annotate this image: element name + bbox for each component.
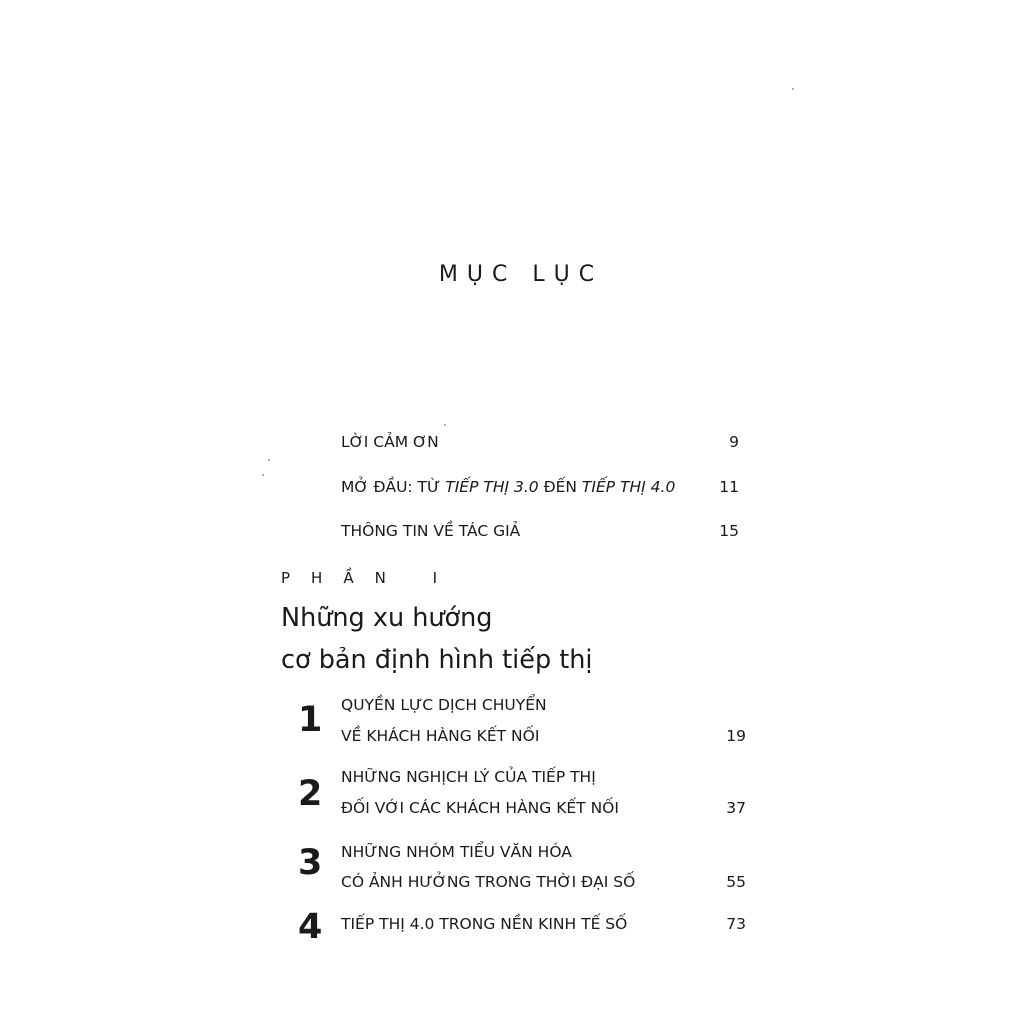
scan-speck xyxy=(444,424,446,426)
table-of-contents-heading: MỤC LỤC xyxy=(438,262,604,287)
chapter-page: 55 xyxy=(726,873,746,891)
chapter-number: 4 xyxy=(298,907,323,947)
chapter-title-line-1: NHỮNG NGHỊCH LÝ CỦA TIẾP THỊ xyxy=(341,768,596,786)
toc-entry-label: LỜI CẢM ƠN xyxy=(341,433,439,451)
label-part-italic: TIẾP THỊ 4.0 xyxy=(581,478,676,496)
scan-speck xyxy=(268,459,270,461)
chapter-title-line-2: ĐỐI VỚI CÁC KHÁCH HÀNG KẾT NỐI xyxy=(341,799,619,817)
chapter-number: 2 xyxy=(298,774,323,814)
toc-entry-page: 9 xyxy=(729,433,739,451)
chapter-page: 19 xyxy=(726,727,746,745)
scan-speck xyxy=(262,474,264,476)
toc-entry-acknowledgements xyxy=(341,430,739,454)
toc-entry-page: 11 xyxy=(719,478,739,496)
chapter-title-line-1: QUYỀN LỰC DỊCH CHUYỂN xyxy=(341,696,547,714)
toc-entry-introduction xyxy=(341,475,739,499)
chapter-title-line-1: TIẾP THỊ 4.0 TRONG NỀN KINH TẾ SỐ xyxy=(341,915,628,933)
chapter-page: 37 xyxy=(726,799,746,817)
scan-speck xyxy=(792,88,794,90)
part-title-line-1: Những xu hướng xyxy=(281,603,493,633)
chapter-number: 3 xyxy=(298,843,323,883)
chapter-title-line-2: VỀ KHÁCH HÀNG KẾT NỐI xyxy=(341,727,540,745)
toc-entry-label xyxy=(341,475,675,499)
chapter-number: 1 xyxy=(298,700,323,740)
chapter-title-line-1: NHỮNG NHÓM TIỂU VĂN HÓA xyxy=(341,843,572,861)
chapter-title-line-2: CÓ ẢNH HƯỞNG TRONG THỜI ĐẠI SỐ xyxy=(341,873,636,891)
toc-entry-about-authors xyxy=(341,519,739,543)
part-label: PHẦN I xyxy=(281,569,458,587)
chapter-page: 73 xyxy=(726,915,746,933)
toc-entry-page: 15 xyxy=(719,522,739,540)
label-part: MỞ ĐẦU: TỪ xyxy=(341,478,446,496)
toc-entry-label: THÔNG TIN VỀ TÁC GIẢ xyxy=(341,522,521,540)
part-title-line-2: cơ bản định hình tiếp thị xyxy=(281,645,593,675)
label-part-italic: TIẾP THỊ 3.0 xyxy=(445,478,539,496)
label-part: ĐẾN xyxy=(538,478,582,496)
